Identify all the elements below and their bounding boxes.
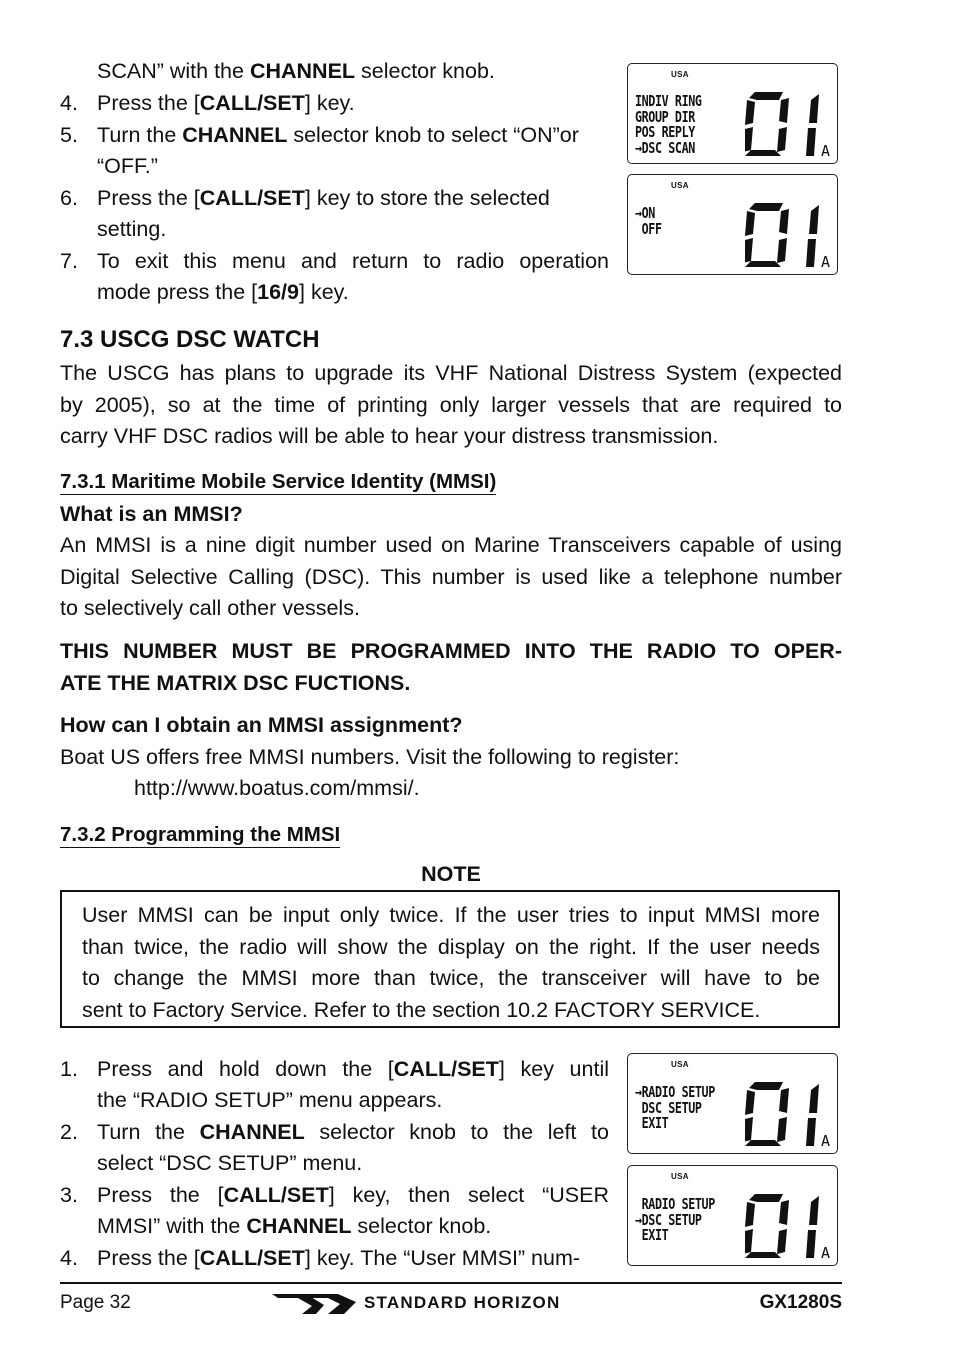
boatus-link[interactable]: http://www.boatus.com/mmsi/. — [134, 776, 420, 800]
suffix-char: A — [821, 1244, 831, 1262]
key-label: 16/9 — [257, 280, 299, 304]
step-number: 2. — [60, 1120, 78, 1144]
region-label: USA — [671, 1060, 689, 1069]
note-line: than twice, the radio will show the display on the right. If the user needs — [82, 934, 820, 959]
text: selector knob. — [351, 1214, 492, 1238]
warn-line: THIS NUMBER MUST BE PROGRAMMED INTO THE RADIO TO OPER- — [60, 639, 842, 663]
menu-line: DSC SETUP — [635, 1098, 702, 1117]
note-line: User MMSI can be input only twice. If the user tries to input MMSI more — [82, 903, 820, 927]
warn-line: ATE THE MATRIX DSC FUCTIONS. — [60, 670, 411, 695]
lcd-display-radio-setup — [627, 1053, 838, 1154]
text: MMSI” with the — [97, 1214, 247, 1238]
suffix-char: A — [821, 142, 831, 160]
lcd-display-dsc-scan — [627, 63, 838, 164]
menu-line: OFF — [635, 219, 662, 238]
key-label: CALL/SET — [223, 1183, 329, 1207]
lcd-display-on-off — [627, 174, 838, 275]
section-heading: 7.3 USCG DSC WATCH — [60, 326, 320, 353]
menu-line: →DSC SCAN — [635, 138, 695, 157]
text: ] key. The “User MMSI” num- — [304, 1246, 581, 1270]
step-7-line2 — [97, 277, 349, 309]
text: selector knob to the left to — [304, 1120, 609, 1144]
menu-line: RADIO SETUP — [635, 1195, 715, 1213]
para-line: carry VHF DSC radios will be able to hear your distress transmission. — [60, 424, 719, 448]
text: ] key to store the selected — [304, 186, 550, 210]
footer-rule — [60, 1282, 842, 1284]
brand-logo — [272, 1290, 632, 1318]
lcd-menu — [635, 206, 662, 237]
text: Press the [ — [97, 1183, 224, 1207]
lcd-display-dsc-setup — [627, 1165, 838, 1266]
para-line: Digital Selective Calling (DSC). This number is used like a telephone number — [60, 564, 842, 589]
step-5-line2: “OFF.” — [97, 154, 158, 178]
heading-text: 7.3.2 Programming the MMSI — [60, 823, 341, 846]
channel-digits-icon — [745, 1080, 833, 1150]
key-label: CALL/SET — [199, 1246, 305, 1270]
step-number: 6. — [60, 186, 78, 210]
region-label: USA — [671, 70, 689, 79]
menu-line: →RADIO SETUP — [635, 1083, 715, 1101]
step-3-text — [97, 1180, 609, 1212]
step-7-line1: To exit this menu and return to radio operation — [97, 249, 609, 273]
channel-digits-icon — [745, 201, 833, 271]
note-title: NOTE — [421, 862, 481, 886]
suffix-char: A — [821, 1132, 831, 1150]
step-4-text — [97, 88, 355, 120]
menu-line: →ON — [635, 204, 655, 222]
text: Press and hold down the [ — [97, 1057, 394, 1081]
text: ] key until — [498, 1057, 609, 1081]
brand-mark-icon — [272, 1292, 358, 1316]
subsection-heading-programming — [60, 823, 340, 848]
text: ] key. — [299, 280, 349, 304]
channel-digits-icon — [745, 1192, 833, 1262]
question-what-is-mmsi: What is an MMSI? — [60, 502, 243, 526]
note-line: to change the MMSI more than twice, the transceiver will have to be — [82, 966, 820, 990]
text: Press the [ — [97, 1246, 200, 1270]
heading-text: 7.3.1 Maritime Mobile Service Identity (MMSI) — [60, 470, 497, 493]
channel-digits-icon — [745, 90, 833, 160]
page-number: Page 32 — [60, 1292, 131, 1313]
step-2-line2: select “DSC SETUP” menu. — [97, 1151, 363, 1175]
para-line: The USCG has plans to upgrade its VHF National Distress System (expected — [60, 361, 842, 385]
step-3-line2 — [97, 1211, 491, 1243]
text: selector knob to select “ON”or — [287, 123, 579, 147]
step-1-text — [97, 1054, 609, 1086]
para-line: to selectively call other vessels. — [60, 596, 360, 620]
step-number: 1. — [60, 1057, 78, 1081]
step-6-line2: setting. — [97, 217, 167, 241]
text: mode press the [ — [97, 280, 258, 304]
menu-line: POS REPLY — [635, 123, 695, 141]
knob-label: CHANNEL — [246, 1214, 352, 1238]
step-1-line2: the “RADIO SETUP” menu appears. — [97, 1088, 443, 1112]
step-continuation — [97, 56, 495, 88]
text: ] key, then select “USER — [328, 1183, 610, 1207]
step-number: 7. — [60, 249, 78, 273]
model-name: GX1280S — [759, 1292, 842, 1313]
key-label: CALL/SET — [199, 91, 305, 115]
step-6-text — [97, 183, 609, 215]
menu-line: →DSC SETUP — [635, 1210, 702, 1229]
key-label: CALL/SET — [393, 1057, 499, 1081]
text: selector knob. — [355, 59, 495, 83]
knob-label: CHANNEL — [199, 1120, 305, 1144]
region-label: USA — [671, 1172, 689, 1181]
section-paragraph — [60, 358, 842, 453]
lcd-menu — [635, 94, 702, 156]
step-number: 4. — [60, 91, 78, 115]
step-4b-text — [97, 1243, 580, 1275]
text: Press the [ — [97, 91, 200, 115]
text: Turn the — [97, 1120, 200, 1144]
step-number: 5. — [60, 123, 78, 147]
note-box — [60, 890, 840, 1028]
step-5-text — [97, 120, 579, 152]
para-line: An MMSI is a nine digit number used on Marine Transceivers capable of using — [60, 533, 842, 557]
para-line: by 2005), so at the time of printing only larger vessels that are required to — [60, 392, 842, 417]
text: Press the [ — [97, 186, 200, 210]
lcd-menu — [635, 1197, 715, 1244]
brand-name: STANDARD HORIZON — [364, 1293, 561, 1312]
boatus-text: Boat US offers free MMSI numbers. Visit the following to register: — [60, 745, 680, 769]
suffix-char: A — [821, 253, 831, 271]
menu-line: GROUP DIR — [635, 107, 695, 126]
text: ] key. — [304, 91, 355, 115]
knob-label: CHANNEL — [182, 123, 288, 147]
menu-line: EXIT — [635, 1114, 669, 1132]
step-number: 4. — [60, 1246, 78, 1270]
mmsi-paragraph — [60, 530, 842, 625]
step-number: 3. — [60, 1183, 78, 1207]
text-bold: CHANNEL — [249, 59, 356, 83]
menu-line: INDIV RING — [635, 92, 702, 110]
menu-line: EXIT — [635, 1226, 669, 1244]
note-text — [82, 900, 820, 1026]
lcd-menu — [635, 1085, 715, 1132]
text: SCAN” with the — [97, 59, 250, 83]
subsection-heading-mmsi — [60, 470, 496, 495]
note-line: sent to Factory Service. Refer to the section 10.2 FACTORY SERVICE. — [82, 997, 761, 1022]
warning-text — [60, 636, 842, 699]
key-label: CALL/SET — [199, 186, 305, 210]
step-2-text — [97, 1117, 609, 1149]
question-obtain-mmsi: How can I obtain an MMSI assignment? — [60, 713, 463, 737]
region-label: USA — [671, 181, 689, 190]
text: Turn the — [97, 123, 183, 147]
